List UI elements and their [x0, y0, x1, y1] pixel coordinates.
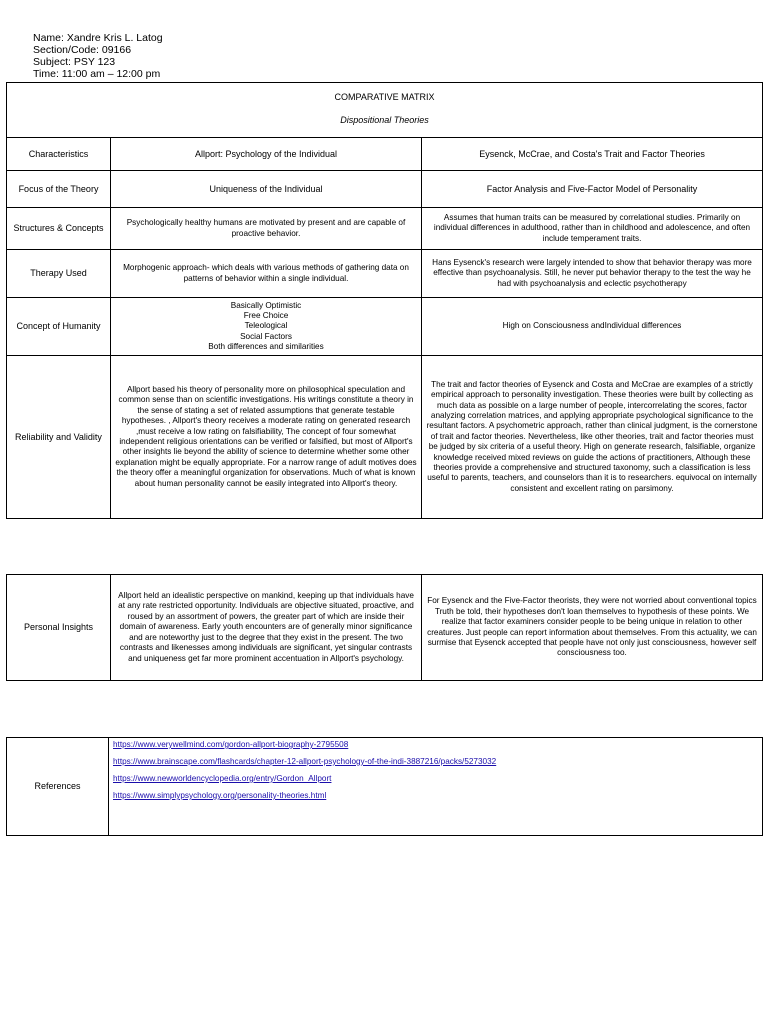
therapy-allport: Morphogenic approach- which deals with various methods of gathering data on patterns of behavior within a single individual. — [111, 250, 422, 298]
row-label-therapy: Therapy Used — [7, 250, 111, 298]
reference-link-brainscape[interactable]: https://www.brainscape.com/flashcards/chapter-12-allport-psychology-of-the-indi-3887216/packs/5273032 — [113, 757, 497, 766]
header-characteristics: Characteristics — [7, 138, 111, 171]
row-references — [7, 738, 763, 836]
row-label-references: References — [7, 738, 109, 836]
insights-allport: Allport held an idealistic perspective on mankind, keeping up that individuals have at any rate restricted opportunity. Individuals are objective situated, proactive, and roused by an assortment of powers, the greater part of which are inside their domain of awareness. Early youth encounters are of generally minor significance and are noteworthy just to the degree that they exist in the present. The two contrasts and likenesses among individuals are significant, yet singular contrasts and uniqueness get far more prominent accentuation in Allport's psychology. — [111, 575, 422, 681]
therapy-eysenck: Hans Eysenck's research were largely intended to show that behavior therapy was more effective than psychoanalysis. Still, he never put behavior therapy to the test the way he had with psychoanalysis and eclectic psychotherapy — [422, 250, 763, 298]
row-humanity — [7, 298, 763, 356]
comparative-matrix-table — [6, 82, 763, 519]
section-code: Section/Code: 09166 — [33, 44, 132, 56]
reference-link-newworldencyclopedia[interactable]: https://www.newworldencyclopedia.org/entry/Gordon_Allport — [113, 774, 332, 783]
list-item: Teleological — [244, 321, 288, 331]
matrix-title-cell — [7, 83, 763, 138]
focus-eysenck: Factor Analysis and Five-Factor Model of Personality — [422, 171, 763, 208]
list-item: Both differences and similarities — [208, 341, 324, 351]
structures-eysenck: Assumes that human traits can be measured by correlational studies. Primarily on individual differences in adulthood, rather than in childhood and adolescence, and often include temperament traits. — [422, 208, 763, 250]
references-table — [6, 737, 763, 836]
structures-allport: Psychologically healthy humans are motivated by present and are capable of proactive behavior. — [111, 208, 422, 250]
row-therapy — [7, 250, 763, 298]
list-item: Basically Optimistic — [230, 300, 302, 310]
matrix-subtitle: Dispositional Theories — [340, 115, 429, 126]
header-allport: Allport: Psychology of the Individual — [111, 138, 422, 171]
row-label-insights: Personal Insights — [7, 575, 111, 681]
row-label-humanity: Concept of Humanity — [7, 298, 111, 356]
row-insights — [7, 575, 763, 681]
list-item: Social Factors — [240, 331, 292, 341]
reference-link-verywellmind[interactable]: https://www.verywellmind.com/gordon-allport-biography-2795508 — [113, 740, 349, 749]
row-label-focus: Focus of the Theory — [7, 171, 111, 208]
references-links — [109, 738, 763, 836]
reliability-allport: Allport based his theory of personality more on philosophical speculation and common sense than on scientific investigations. His writings constitute a theory in the sense of stating a set of related assumptions that generate testable hypotheses. , Allport's theory receives a moderate rating on generated research ,must receive a low rating on falsifiability, The concept of four somewhat independent religious orientations can be verified or falsified, but most of Allport's other insights lie beyond the ability of science to determine whether some other explanation might be equally appropriate. For a narrow range of adult motives does the theory offer a meaningful organization for observations. Much of what is known about human personality cannot be easily integrated into Allport's theory. — [111, 356, 422, 519]
subject: Subject: PSY 123 — [33, 56, 116, 68]
row-reliability — [7, 356, 763, 519]
insights-eysenck: For Eysenck and the Five-Factor theorists, they were not worried about conventional topics Truth be told, their hypotheses don't loan themselves to hypothesis of these points. We realize that factor examiners consider people to be being unique in relation to other creatures. Just people can report information about themselves. From this actuality, we can surmise that Eysenck accepted that people have not only just consciousness, however self consciousness too. — [422, 575, 763, 681]
matrix-title: COMPARATIVE MATRIX — [334, 92, 435, 102]
student-info-header — [33, 32, 163, 80]
humanity-allport-list — [111, 298, 422, 356]
focus-allport: Uniqueness of the Individual — [111, 171, 422, 208]
row-structures — [7, 208, 763, 250]
header-eysenck: Eysenck, McCrae, and Costa's Trait and Factor Theories — [422, 138, 763, 171]
class-time: Time: 11:00 am – 12:00 pm — [33, 68, 161, 80]
row-focus — [7, 171, 763, 208]
table-header-row — [7, 138, 763, 171]
personal-insights-table — [6, 574, 763, 681]
humanity-eysenck: High on Consciousness andIndividual differences — [422, 298, 763, 356]
student-name: Name: Xandre Kris L. Latog — [33, 32, 163, 44]
reliability-eysenck: The trait and factor theories of Eysenck and Costa and McCrae are examples of a strictly empirical approach to personality investigation. These theories were built by collecting as much data as possible on a large number of people, intercorrelating the scores, factor analyzing correlation matrices, and applying appropriate psychological significance to the resultant factors. A psychometric approach, rather than clinical judgment, is the cornerstone of trait and factor theories. Nevertheless, like other theories, trait and factor theories must be judged by six criteria of a useful theory. High on generate research, falsifiable, organize knowledge received mixed reviews on guide the actions of practitioners, Although these theories provide a comprehensive and structured taxonomy, such a classification is less useful to parents, teachers, and counselors than it is to researchers. equivocal on internally consistent and excellent rating on parsimony. — [422, 356, 763, 519]
list-item: Free Choice — [243, 311, 289, 321]
row-label-structures: Structures & Concepts — [7, 208, 111, 250]
reference-link-simplypsychology[interactable]: https://www.simplypsychology.org/personality-theories.html — [113, 791, 327, 800]
row-label-reliability: Reliability and Validity — [7, 356, 111, 519]
